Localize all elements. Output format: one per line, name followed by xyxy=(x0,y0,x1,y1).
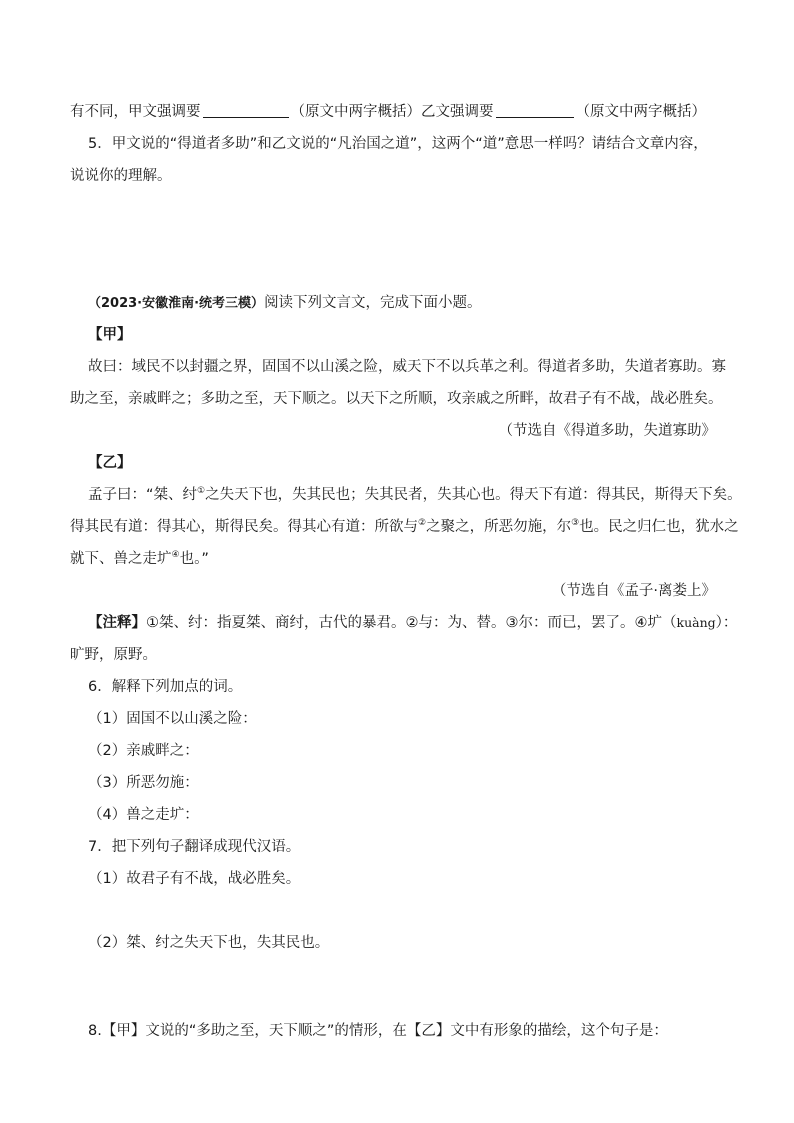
q7-item-2: （2）桀、纣之失天下也，失其民也。 xyxy=(88,935,330,951)
jia-line1: 故曰：域民不以封疆之界，固国不以山溪之险，威天下不以兵革之利。得道者多助，失道者寡助。寡 xyxy=(88,359,726,375)
yi-label: 【乙】 xyxy=(88,455,132,471)
jia-line2: 助之至，亲戚畔之；多助之至，天下顺之。以天下之所顺，攻亲戚之所畔，故君子有不战，战必胜矣。 xyxy=(70,391,723,407)
yi-line3: 就下、兽之走圹④也。” xyxy=(70,550,209,567)
q6-title: 6．解释下列加点的词。 xyxy=(88,679,243,695)
q6-item-4: （4）兽之走圹： xyxy=(88,807,199,823)
answer-blank-2[interactable] xyxy=(496,103,574,118)
jia-label: 【甲】 xyxy=(88,327,132,343)
notes-line1: 【注释】①桀、纣：指夏桀、商纣，古代的暴君。②与：为、替。③尔：而已，罢了。④圹（kuàng）： xyxy=(88,615,738,631)
note-mark-2: ② xyxy=(418,518,427,528)
yi-line1: 孟子曰：“桀、纣①之失天下也，失其民也；失其民者，失其心也。得天下有道：得其民，斯得天下矣。 xyxy=(88,486,742,503)
q7-item-1: （1）故君子有不战，战必胜矣。 xyxy=(88,871,301,887)
section-header xyxy=(88,293,734,314)
yi-line2: 得其民有道：得其心，斯得民矣。得其心有道：所欲与②之聚之，所恶勿施，尔③也。民之归仁也，犹水之 xyxy=(70,518,739,535)
notes-line2: 旷野，原野。 xyxy=(70,647,157,663)
q6-item-1: （1）固国不以山溪之险： xyxy=(88,711,257,727)
note-mark-3: ③ xyxy=(571,518,580,528)
q5-line1: 5．甲文说的“得道者多助”和乙文说的“凡治国之道”，这两个“道”意思一样吗？请结合文章内容， xyxy=(88,136,708,152)
section-instruction: 阅读下列文言文，完成下面小题。 xyxy=(264,295,482,311)
yi-source: （节选自《孟子·离娄上》 xyxy=(551,583,716,599)
q5-line2: 说说你的理解。 xyxy=(70,168,172,184)
q7-title: 7．把下列句子翻译成现代汉语。 xyxy=(88,839,301,855)
q6-item-3: （3）所恶勿施： xyxy=(88,775,199,791)
note-mark-4: ④ xyxy=(171,550,180,560)
jia-source: （节选自《得道多助，失道寡助》 xyxy=(498,423,716,439)
notes-label: 【注释】 xyxy=(88,615,146,631)
q8-text: 8.【甲】文说的“多助之至，天下顺之”的情形，在【乙】文中有形象的描绘，这个句子是： xyxy=(88,1023,668,1039)
q6-item-2: （2）亲戚畔之： xyxy=(88,743,199,759)
answer-blank-1[interactable] xyxy=(203,103,289,118)
pinyin: kuàng xyxy=(676,615,716,630)
q4-continuation: 有不同，甲文强调要 （原文中两字概括）乙文强调要 （原文中两字概括） xyxy=(70,104,706,120)
exam-source: （2023·安徽淮南·统考三模） xyxy=(88,296,265,311)
note-mark-1: ① xyxy=(197,486,206,496)
